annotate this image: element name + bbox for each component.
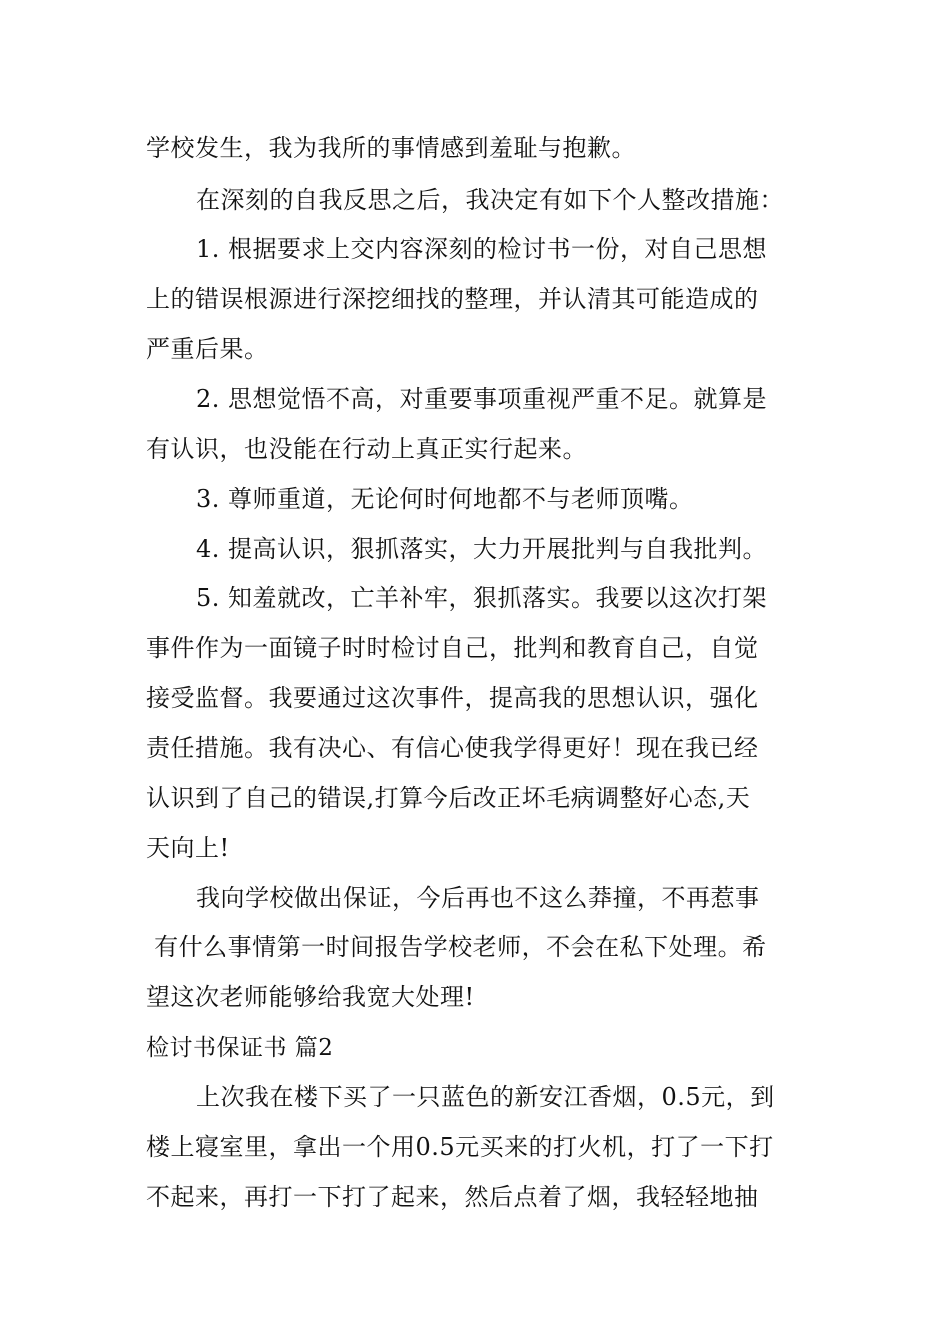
text-line: 在深刻的自我反思之后，我决定有如下个人整改措施：: [196, 186, 784, 214]
text-line: 接受监督。我要通过这次事件，提高我的思想认识，强化: [146, 684, 759, 712]
text-line: 4. 提高认识，狠抓落实，大力开展批判与自我批判。: [196, 535, 768, 563]
text-line: 上的错误根源进行深挖细找的整理，并认清其可能造成的: [146, 285, 759, 313]
text-line: 1. 根据要求上交内容深刻的检讨书一份，对自己思想: [196, 235, 768, 263]
text-line: 责任措施。我有决心、有信心使我学得更好！现在我已经: [146, 734, 759, 762]
section-heading: 检讨书保证书 篇2: [146, 1035, 334, 1061]
text-line: 严重后果。: [146, 335, 269, 363]
text-line: 不起来，再打一下打了起来，然后点着了烟，我轻轻地抽: [146, 1183, 759, 1211]
text-line: 事件作为一面镜子时时检讨自己，批判和教育自己，自觉: [146, 634, 759, 662]
text-line: 楼上寝室里，拿出一个用0.5元买来的打火机，打了一下打: [146, 1133, 774, 1161]
text-line: 2. 思想觉悟不高，对重要事项重视严重不足。就算是: [196, 385, 768, 413]
text-line: 学校发生，我为我所的事情感到羞耻与抱歉。: [146, 134, 636, 162]
text-line: 5. 知羞就改，亡羊补牢，狠抓落实。我要以这次打架: [196, 584, 768, 612]
text-line: 有认识，也没能在行动上真正实行起来。: [146, 435, 587, 463]
text-line: 我向学校做出保证，今后再也不这么莽撞，不再惹事: [196, 884, 760, 912]
text-line: 有什么事情第一时间报告学校老师，不会在私下处理。希: [146, 933, 767, 961]
text-line: 上次我在楼下买了一只蓝色的新安江香烟，0.5元，到: [196, 1083, 775, 1111]
text-line: 3. 尊师重道，无论何时何地都不与老师顶嘴。: [196, 485, 694, 513]
text-line: 望这次老师能够给我宽大处理!: [146, 983, 475, 1011]
text-line: 天向上!: [146, 834, 230, 862]
text-line: 认识到了自己的错误,打算今后改正坏毛病调整好心态,天: [146, 784, 751, 812]
